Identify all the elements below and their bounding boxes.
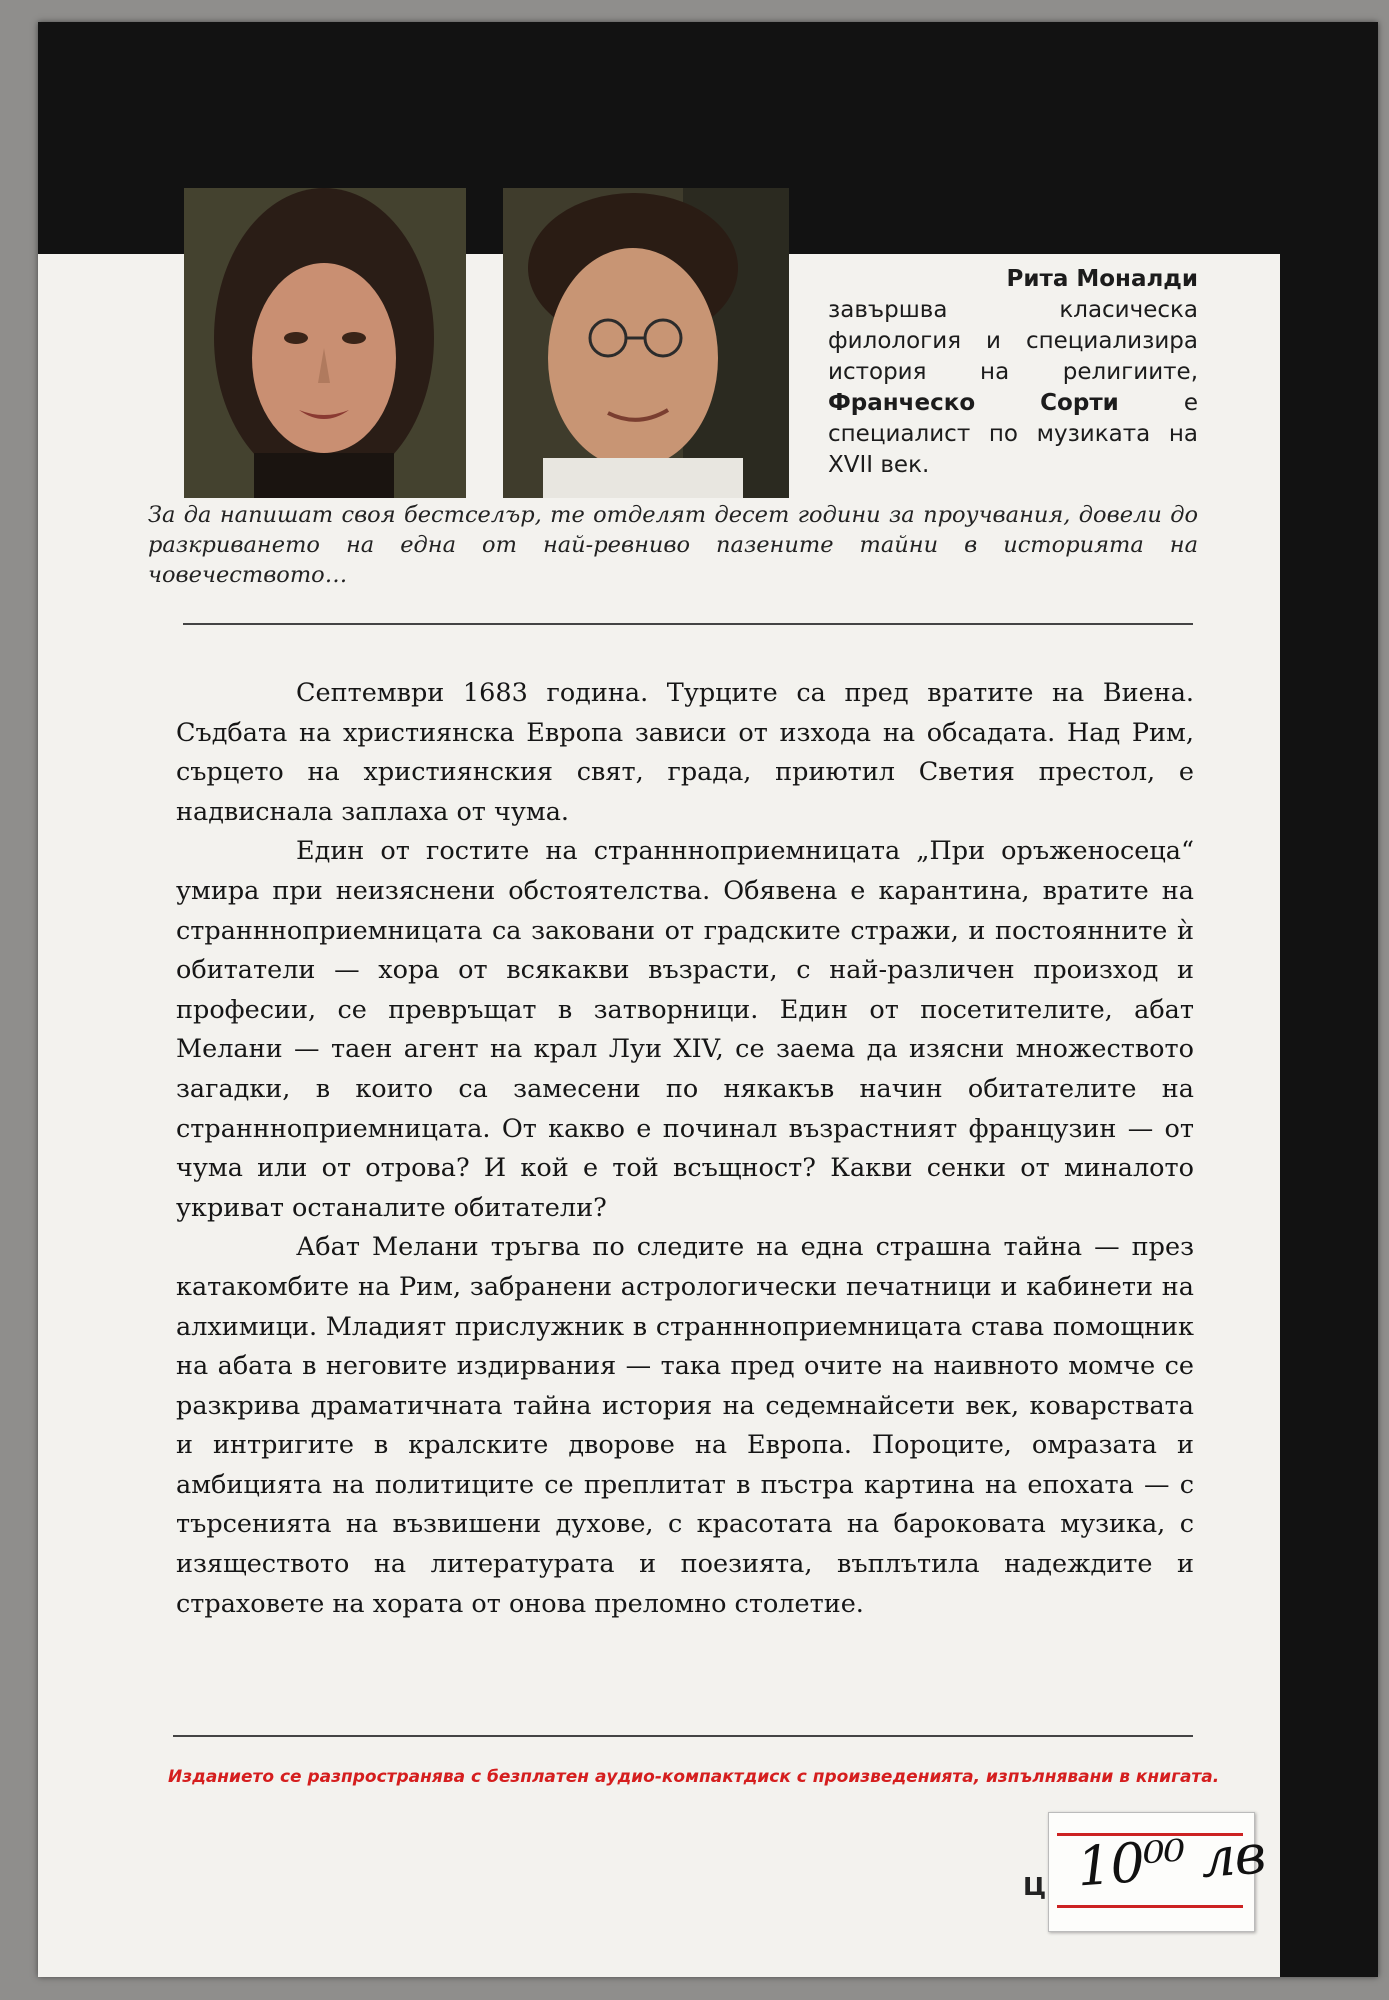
- divider-top: [183, 623, 1193, 625]
- author-info: [828, 264, 1198, 481]
- price-label: Ц: [1023, 1872, 1047, 1901]
- cd-notice: Изданието се разпространява с безплатен аудио-компактдиск с произведенията, изпълнявани в книгата.: [168, 1767, 1220, 1787]
- divider-bottom: [173, 1735, 1193, 1737]
- author-bio-2: е специалист по музиката на XVII век.: [828, 390, 1198, 478]
- price-sticker: [1048, 1812, 1267, 1932]
- synopsis-paragraph-2: Един от гостите на страннноприемницата „При оръженосеца“ умира при неизяснени обстоятелства. Обявена е карантина, вратите на страннноприемницата са заковани от градските стражи, и постоянните ѝ обитатели — хора от всякакви възрасти, с най-различен произход и професии, се превръщат в затворници. Един от посетителите, абат Мелани — таен агент на крал Луи XIV, се заема да изясни множеството загадки, в които са замесени по някакъв начин обитателите на страннноприемницата. От какво е починал възрастният французин — от чума или от отрова? И кой е той всъщност? Какви сенки от миналото укриват останалите обитатели?: [176, 836, 1194, 1223]
- author-name-2: Франческо Сорти: [828, 390, 1184, 416]
- sticker-line-bottom: [1057, 1905, 1243, 1908]
- author-photo-man: [503, 188, 789, 498]
- synopsis: [176, 674, 1194, 1624]
- author-bio-1: завършва класическа филология и специализира история на религиите,: [828, 297, 1198, 385]
- handwritten-price: 10⁰⁰ лв: [1075, 1822, 1267, 1899]
- spine-black-band: [1280, 22, 1378, 1977]
- synopsis-paragraph-1: Септември 1683 година. Турците са пред вратите на Виена. Съдбата на християнска Европа зависи от изхода на обсадата. Над Рим, сърцето на християнския свят, града, приютил Светия престол, е надвиснала заплаха от чума.: [176, 678, 1194, 827]
- synopsis-paragraph-3: Абат Мелани тръгва по следите на една страшна тайна — през катакомбите на Рим, забранени астрологически печатници и кабинети на алхимици. Младият прислужник в страннноприемницата става помощник на абата в неговите издирвания — така пред очите на наивното момче се разкрива драматичната тайна история на седемнайсети век, коварствата и интригите в кралските дворове на Европа. Пороците, омразата и амбицията на политиците се преплитат в пъстра картина на епохата — с търсенията на възвишени духове, с красотата на бароковата музика, с изяществото на литературата и поезията, въплътила надеждите и страховете на хората от онова преломно столетие.: [176, 1232, 1194, 1619]
- author-name-1: Рита Моналди: [1006, 266, 1198, 292]
- author-photo-woman: [184, 188, 466, 498]
- tagline: За да напишат своя бестселър, те отделят десет години за проучвания, довели до разкриването на една от най-ревниво пазените тайни в историята на човечеството…: [148, 502, 1198, 588]
- book-back-cover: [38, 22, 1378, 1977]
